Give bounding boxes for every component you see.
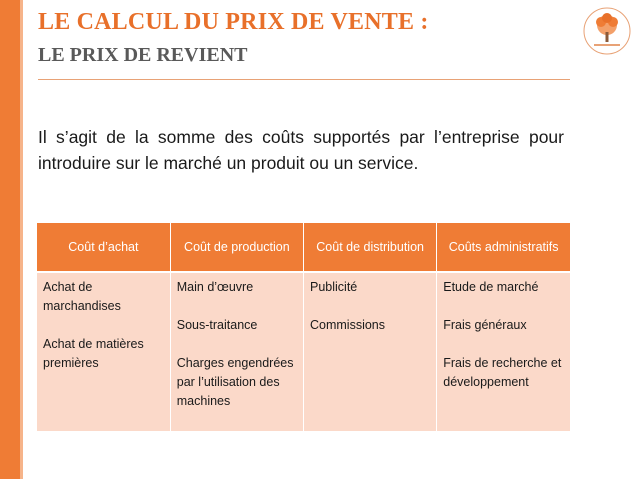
left-accent-bar-shade [20, 0, 23, 479]
slide-subtitle: LE PRIX DE REVIENT [38, 44, 248, 66]
cell-spacer [443, 335, 564, 354]
header-couts-administratifs: Coûts administratifs [437, 223, 570, 272]
cell-spacer [443, 297, 564, 316]
cell-cout-production [170, 272, 303, 431]
list-item: Sous-traitance [176, 318, 258, 332]
cell-cout-distribution [304, 272, 437, 431]
header-cout-achat: Coût d’achat [37, 223, 170, 272]
list-item: Commissions [310, 318, 386, 332]
cell-spacer [310, 297, 430, 316]
list-item: Achat de matières premières [43, 337, 144, 370]
list-item: Achat de marchandises [43, 280, 121, 313]
header-cout-production: Coût de production [170, 223, 303, 272]
cost-table [37, 223, 570, 431]
left-accent-bar [0, 0, 20, 479]
slide-title: LE CALCUL DU PRIX DE VENTE : [38, 9, 429, 35]
list-item: Frais de recherche et développement [443, 356, 562, 389]
cell-cout-achat [37, 272, 170, 431]
header-cout-distribution: Coût de distribution [304, 223, 437, 272]
cell-spacer [177, 335, 297, 354]
list-item: Charges engendrées par l’utilisation des machines [176, 356, 294, 408]
tree-logo-icon [582, 6, 632, 56]
cell-couts-administratifs [437, 272, 570, 431]
list-item: Publicité [310, 280, 358, 294]
intro-paragraph: Il s’agit de la somme des coûts supportés par l’entreprise pour introduire sur le marché un produit ou un service. [38, 127, 564, 173]
cell-spacer [43, 316, 164, 335]
title-divider [38, 79, 570, 80]
list-item: Main d’œuvre [176, 280, 254, 294]
table-row [37, 272, 570, 431]
cell-spacer [177, 297, 297, 316]
list-item: Frais généraux [443, 318, 527, 332]
table-header-row [37, 223, 570, 272]
list-item: Etude de marché [443, 280, 539, 294]
